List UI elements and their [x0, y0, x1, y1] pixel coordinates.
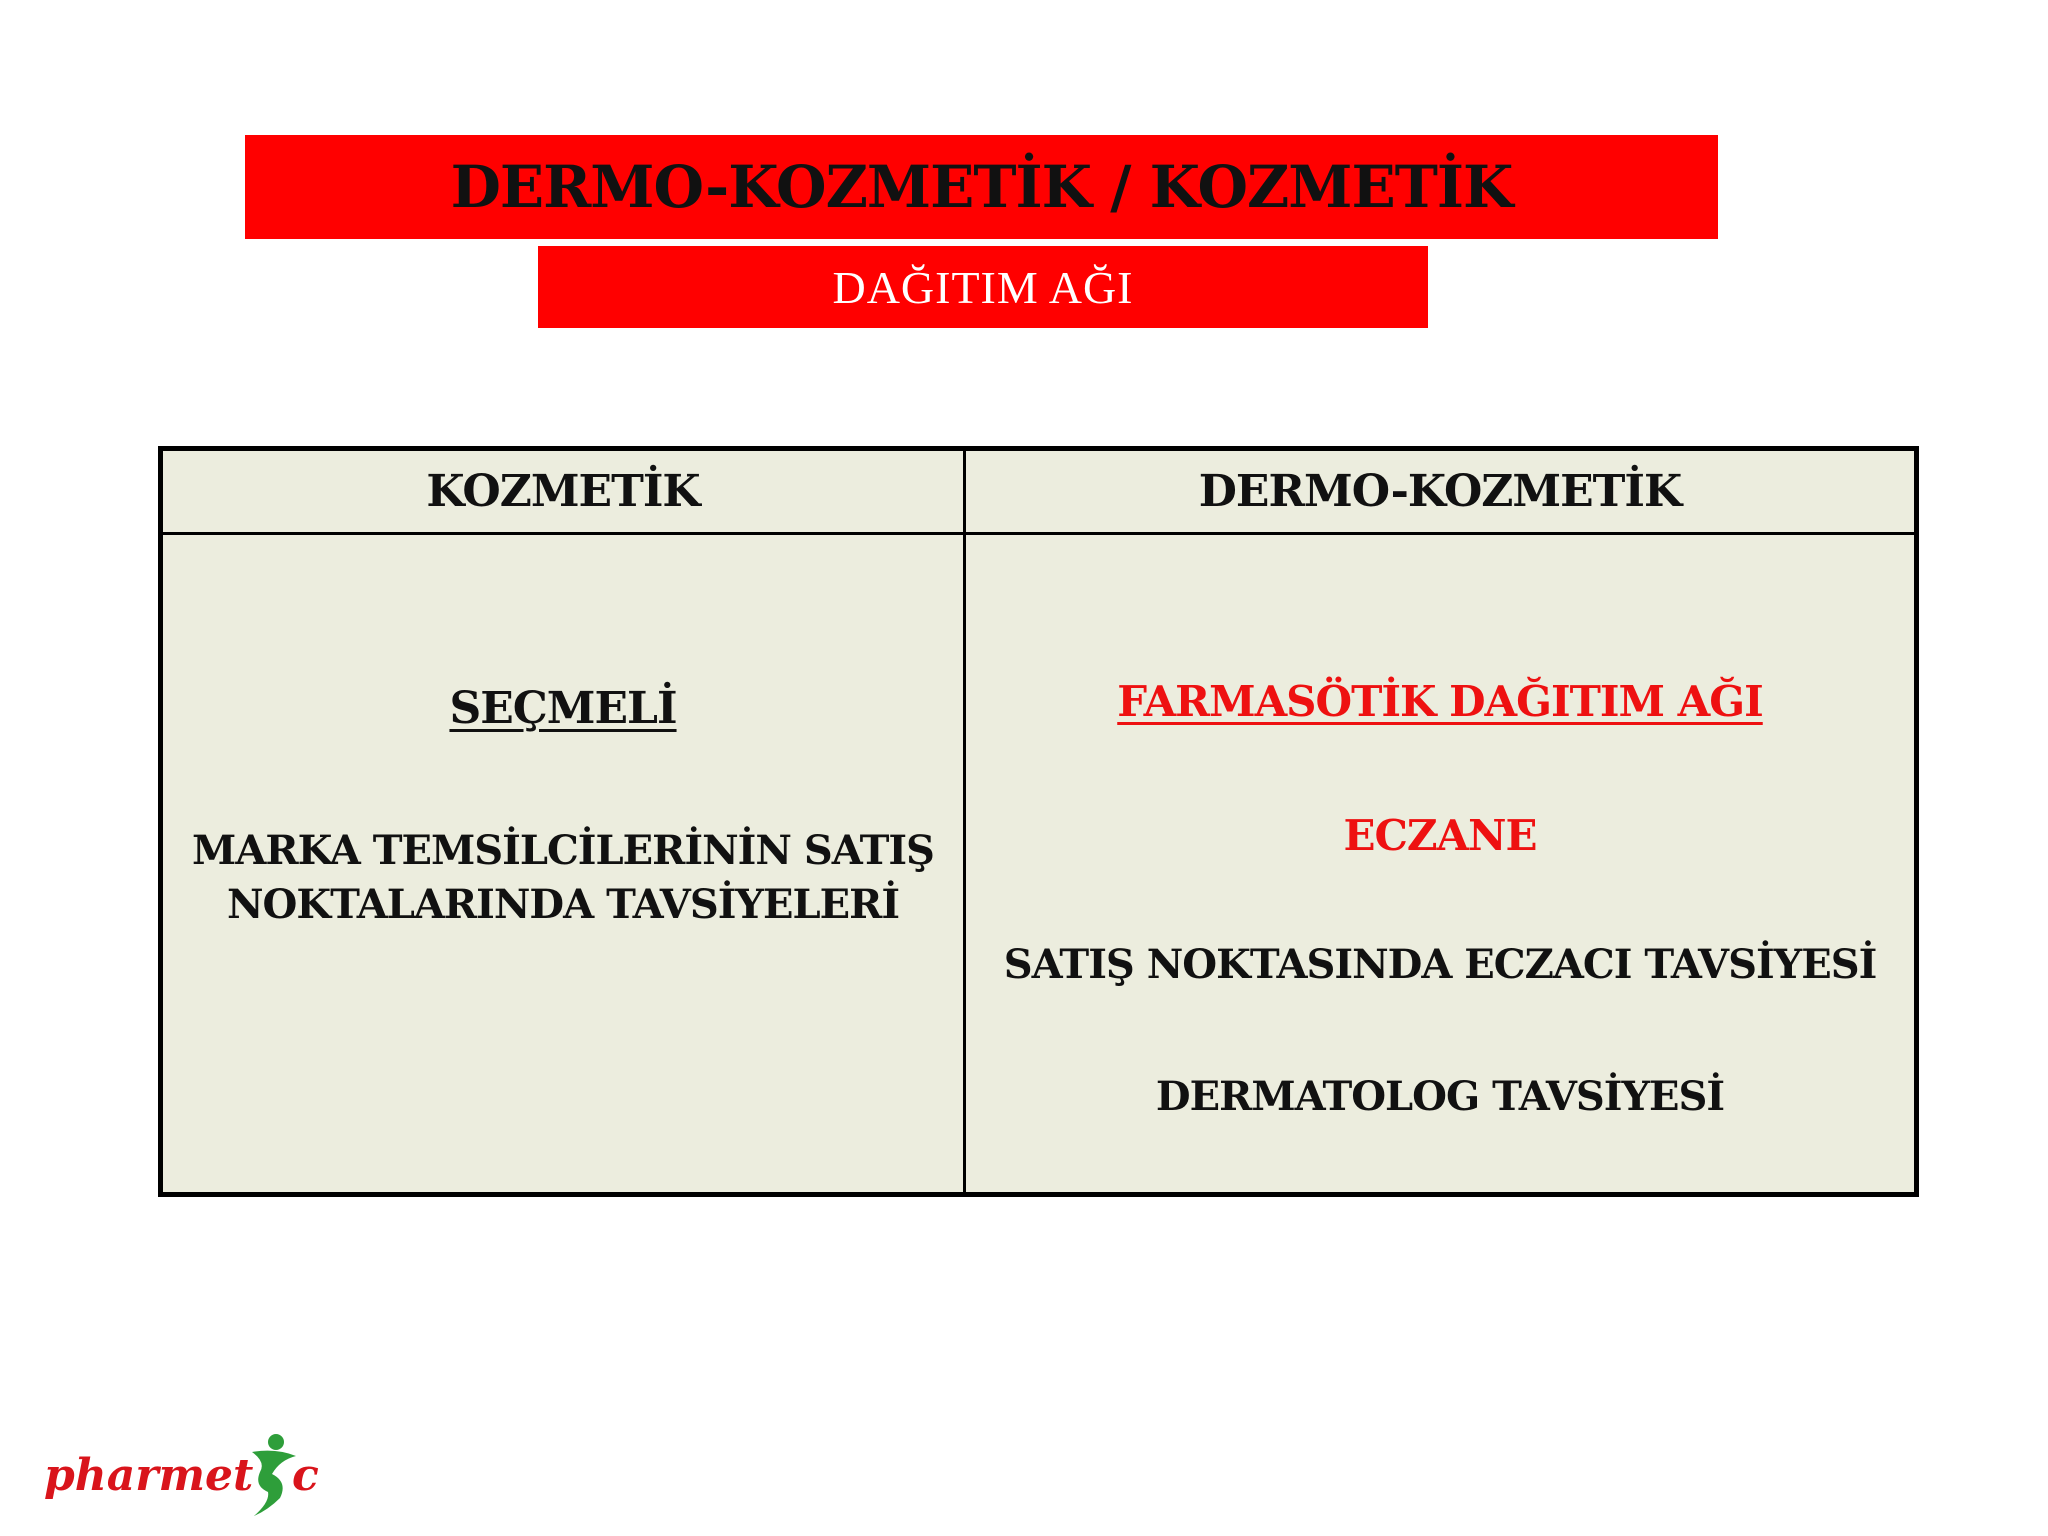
logo-text-left: pharmet — [44, 1450, 254, 1501]
slide-subtitle: DAĞITIM AĞI — [832, 261, 1134, 313]
comparison-table — [158, 446, 1919, 1197]
title-banner — [245, 135, 1718, 239]
pharmetic-logo — [40, 1430, 320, 1520]
right-item-eczaci: SATIŞ NOKTASINDA ECZACI TAVSİYESİ — [1003, 941, 1877, 988]
figure-logo-icon — [40, 1430, 320, 1520]
right-heading: FARMASÖTİK DAĞITIM AĞI — [1117, 677, 1763, 726]
left-line-1: MARKA TEMSİLCİLERİNİN SATIŞ — [192, 827, 934, 874]
left-heading: SEÇMELİ — [449, 683, 677, 734]
header-dermo-kozmetik: DERMO-KOZMETİK — [1198, 466, 1682, 517]
figure-icon — [252, 1434, 296, 1516]
left-line-2: NOKTALARINDA TAVSİYELERİ — [226, 881, 900, 928]
subtitle-banner — [538, 246, 1428, 328]
header-kozmetik: KOZMETİK — [426, 466, 700, 517]
header-divider — [163, 532, 1914, 535]
slide-title: DERMO-KOZMETİK / KOZMETİK — [450, 153, 1513, 221]
right-item-dermatolog: DERMATOLOG TAVSİYESİ — [1155, 1073, 1725, 1120]
right-item-eczane: ECZANE — [1343, 811, 1537, 860]
logo-text-right: c — [292, 1450, 319, 1501]
